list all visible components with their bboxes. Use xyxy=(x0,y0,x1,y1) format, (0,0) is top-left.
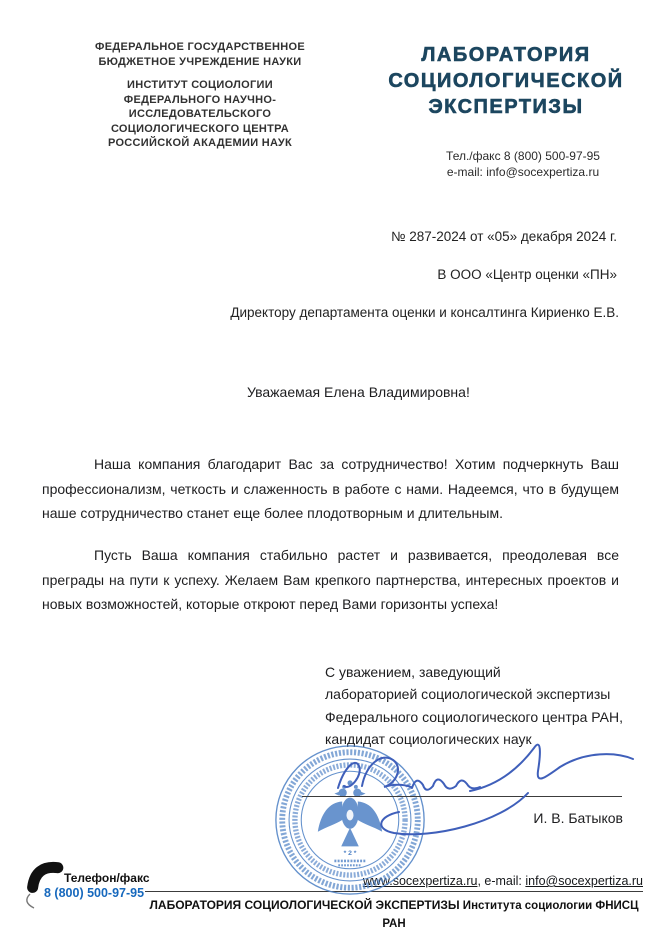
org-line: РОССИЙСКОЙ АКАДЕМИИ НАУК xyxy=(107,137,293,149)
org-line: ИССЛЕДОВАТЕЛЬСКОГО xyxy=(128,108,272,120)
footer-phone-number: 8 (800) 500-97-95 xyxy=(44,886,145,900)
email-link[interactable]: info@socexpertiza.ru xyxy=(525,874,643,888)
footer-phone-label: Телефон/факс xyxy=(64,871,150,885)
footer-institute-name: Института социологии ФНИСЦ РАН xyxy=(382,900,639,930)
footer-organization-line xyxy=(145,896,643,932)
header-phone: Тел./факс 8 (800) 500-97-95 xyxy=(446,149,600,163)
reference-number: № 287-2024 от «05» декабря 2024 г. xyxy=(390,229,617,244)
org-name-top xyxy=(40,40,360,69)
signer-name: И. В. Батыков xyxy=(533,810,623,826)
footer-links-separator: , e-mail: xyxy=(477,874,526,888)
salutation: Уважаемая Елена Владимировна! xyxy=(247,384,470,400)
closing-line: кандидат социологических наук xyxy=(325,730,532,747)
header-email: e-mail: info@socexpertiza.ru xyxy=(446,164,600,179)
org-line: ФЕДЕРАЛЬНОЕ ГОСУДАРСТВЕННОЕ xyxy=(95,41,305,53)
website-link[interactable]: www.socexpertiza.ru xyxy=(362,874,478,888)
org-name-block xyxy=(40,40,360,160)
closing-line: С уважением, заведующий xyxy=(325,664,501,680)
logo-line: ЭКСПЕРТИЗЫ xyxy=(428,96,584,118)
addressee-organization: В ООО «Центр оценки «ПН» xyxy=(437,267,617,282)
addressee-person: Директору департамента оценки и консалтинга Кириенко Е.В. xyxy=(230,305,619,320)
seal-center-mark: * 2 * xyxy=(343,850,357,858)
org-line: ФЕДЕРАЛЬНОГО НАУЧНО- xyxy=(123,93,277,106)
body-paragraph-1: Наша компания благодарит Вас за сотрудничество! Хотим подчеркнуть Ваш профессионализм, четкость и слаженность в работе с нами. Надеемся, что в будущем наше сотрудничество станет еще более плодотворным и длительным. xyxy=(42,456,619,521)
org-line: ИНСТИТУТ СОЦИОЛОГИИ xyxy=(127,79,273,91)
org-line: СОЦИОЛОГИЧЕСКОГО ЦЕНТРА xyxy=(110,122,290,135)
footer-lab-name: ЛАБОРАТОРИЯ СОЦИОЛОГИЧЕСКОЙ ЭКСПЕРТИЗЫ xyxy=(149,898,460,912)
logo-line: ЛАБОРАТОРИЯ xyxy=(421,44,591,66)
org-line: БЮДЖЕТНОЕ УЧРЕЖДЕНИЕ НАУКИ xyxy=(98,55,302,68)
body-paragraph-2: Пусть Ваша компания стабильно растет и развивается, преодолевая все преграды на пути к успеху. Желаем Вам крепкого партнерства, интересных проектов и новых возможностей, которые откроют перед Вами горизонты успеха! xyxy=(42,547,619,612)
closing-line: Федерального социологического центра РАН, xyxy=(325,708,624,725)
logo-line: СОЦИОЛОГИЧЕСКОЙ xyxy=(388,70,624,92)
header-contacts xyxy=(390,149,656,180)
lab-logotype xyxy=(370,42,642,120)
handwritten-signature xyxy=(300,690,650,850)
closing-line: лабораторией социологической экспертизы xyxy=(325,686,611,703)
org-name-bottom xyxy=(40,78,360,151)
